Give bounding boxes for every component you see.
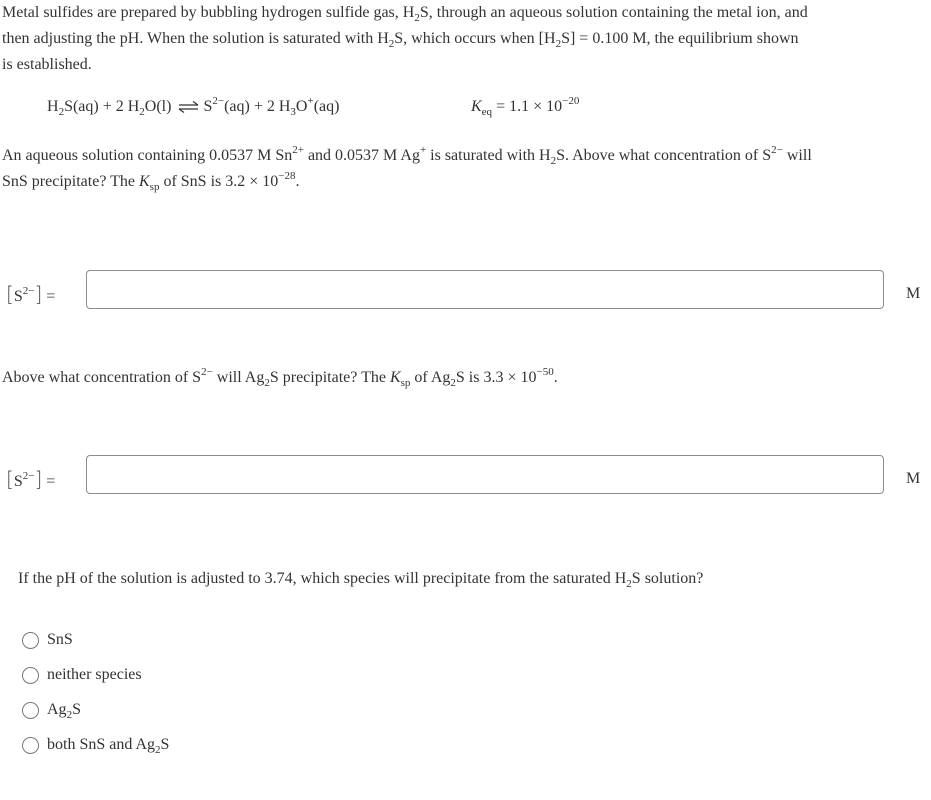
answer-1-input[interactable] [86,270,884,309]
intro-line-2: then adjusting the pH. When the solution is saturated with $H_2S$, which occurs when $[H_2S] = 0.100$ M, the equilibrium shown [2,30,799,50]
option-both[interactable]: both SnS and $Ag_2S$ [22,733,169,757]
question-2-text: Above what concentration of $S^{2-}$ will $Ag_2S$ precipitate? The $K_{sp}$ of $Ag_2S$ is $3.3 \times 10^{-50}$. [2,366,558,389]
intro-paragraph [2,0,808,78]
answer-2-label: $[S^{2-}]$ = [6,467,56,491]
answer-1-label: $[S^{2-}]$ = [6,282,56,306]
radio-icon[interactable] [22,632,39,649]
answer-1-unit: M [906,285,921,302]
left-bracket-icon: [ [6,282,14,306]
equilibrium-arrow-icon [178,101,200,113]
answer-2-input[interactable] [86,455,884,494]
question-1-text: An aqueous solution containing 0.0537 M $Sn^{2+}$ and 0.0537 M Ag+ is saturated with $H_2S$. Above what concentration of $S^{2-}$ will SnS precipitate? The $K_{sp}$ of SnS is $3.2 \times 10^{-28}$. [2,144,812,193]
radio-icon[interactable] [22,667,39,684]
intro-line-1: Metal sulfides are prepared by bubbling hydrogen sulfide gas, $H_2S$, through an aqueous solution containing the metal ion, and [2,4,808,24]
option-neither[interactable]: neither species [22,663,142,687]
right-bracket-icon: ] [34,467,43,491]
equilibrium-equation: $H_2S(aq) + 2$ $H_2O(l) S^{2-}(aq) + 2$ $H_3O^+(aq)$ [47,95,340,118]
question-3-text: If the pH of the solution is adjusted to 3.74, which species will precipitate from the saturated $H_2S$ solution? [18,570,704,590]
option-ag2s[interactable]: $Ag_2S$ [22,698,81,722]
keq-expression: $K_{eq} = 1.1 \times 10^{-20}$ [471,95,580,118]
answer-2-unit: M [906,470,921,487]
intro-line-3: is established. [2,56,92,73]
radio-icon[interactable] [22,702,39,719]
left-bracket-icon: [ [6,467,14,491]
right-bracket-icon: ] [34,282,43,306]
option-sns[interactable]: SnS [22,628,73,652]
radio-icon[interactable] [22,737,39,754]
